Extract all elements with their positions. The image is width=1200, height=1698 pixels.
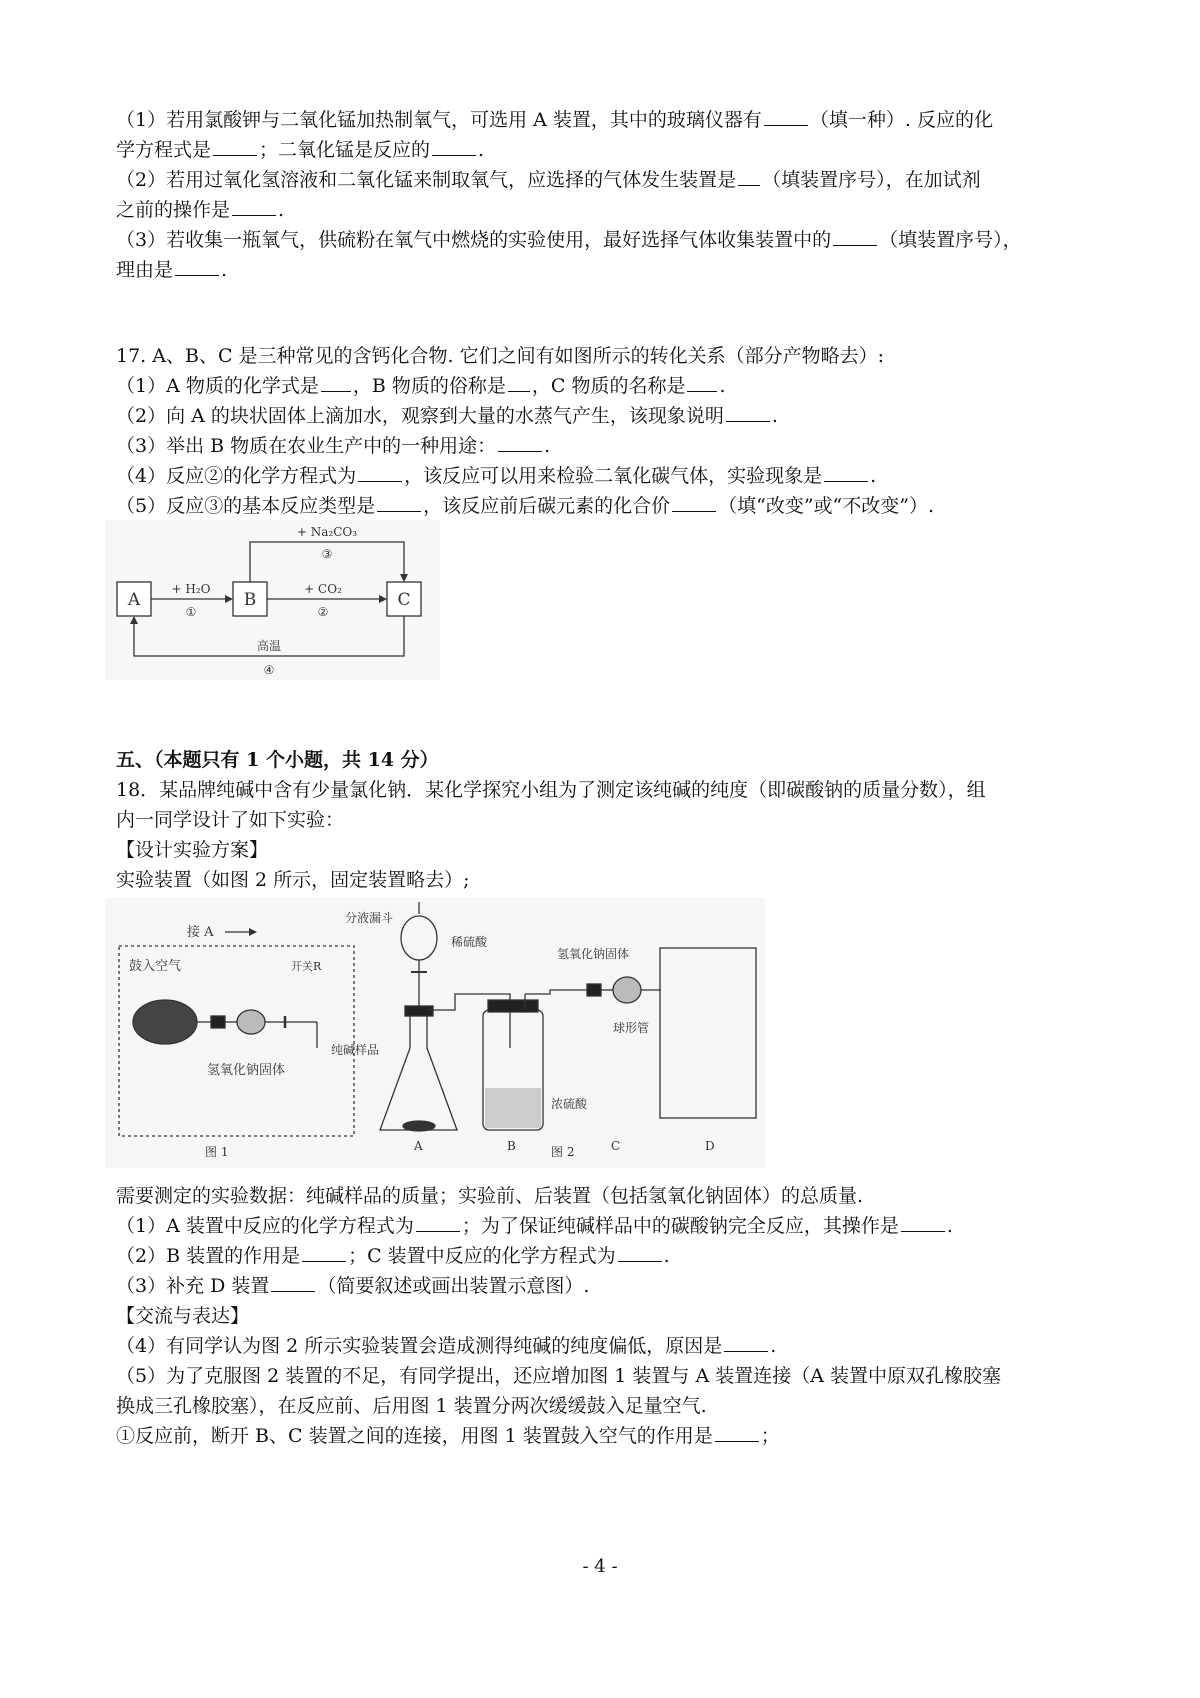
push-a-label: 接 A xyxy=(187,925,214,940)
q16-line-5: （3）若收集一瓶氧气，供硫粉在氧气中燃烧的实验使用，最好选择气体收集装置中的 （填装置序号）， xyxy=(116,229,1022,251)
reaction-1-number: ① xyxy=(185,605,197,619)
funnel-label: 分液漏斗 xyxy=(345,911,394,925)
q17-sub-3: （3）举出 B 物质在农业生产中的一种用途： . xyxy=(116,435,551,457)
answer-blank[interactable] xyxy=(175,257,219,276)
q18-part-2: （2）B 装置的作用是 ；C 装置中反应的化学方程式为 . xyxy=(116,1245,670,1267)
q16-line-2: 学方程式是 ；二氧化锰是反应的 . xyxy=(116,139,485,161)
air-bulb xyxy=(133,1000,197,1044)
answer-blank[interactable] xyxy=(377,493,421,512)
answer-blank[interactable] xyxy=(618,1243,662,1262)
data-line: 需要测定的实验数据：纯碱样品的质量；实验前、后装置（包括氢氧化钠固体）的总质量. xyxy=(116,1185,864,1207)
reaction-3-reagent: + Na₂CO₃ xyxy=(296,525,358,539)
section-heading: 五、（本题只有 1 个小题，共 14 分） xyxy=(116,749,439,771)
reaction-1-reagent: + H₂O xyxy=(171,582,211,596)
answer-blank[interactable] xyxy=(321,373,351,392)
q16-line-1: （1）若用氯酸钾与二氧化锰加热制氧气，可选用 A 装置，其中的玻璃仪器有 （填一种）. 反应的化 xyxy=(116,109,993,131)
switch-r-label: 开关R xyxy=(291,960,322,973)
q16-line-3: （2）若用过氧化氢溶液和二氧化锰来制取氧气，应选择的气体发生装置是 （填装置序号），在加试剂 xyxy=(116,169,981,191)
q17-sub-2: （2）向 A 的块状固体上滴加水，观察到大量的水蒸气产生，该现象说明 . xyxy=(116,405,778,427)
answer-blank[interactable] xyxy=(715,1423,759,1442)
reaction-3-number: ③ xyxy=(321,547,333,561)
answer-blank[interactable] xyxy=(726,403,770,422)
answer-blank[interactable] xyxy=(901,1213,945,1232)
q16-line-6: 理由是 . xyxy=(116,259,228,281)
q18-part-1: （1）A 装置中反应的化学方程式为 ；为了保证纯碱样品中的碳酸钠完全反应，其操作是 . xyxy=(116,1215,953,1237)
box-a-label: A xyxy=(127,590,141,610)
q18-part-5-line-1: （5）为了克服图 2 装置的不足，有同学提出，还应增加图 1 装置与 A 装置连接（A 装置中原双孔橡胶塞 xyxy=(116,1365,1001,1387)
answer-blank[interactable] xyxy=(833,227,877,246)
answer-blank[interactable] xyxy=(724,1333,768,1352)
apparatus-label-a: A xyxy=(414,1139,423,1153)
q17-sub-1: （1）A 物质的化学式是 ，B 物质的俗称是 ，C 物质的名称是 . xyxy=(116,375,726,397)
q17-sub-4: （4）反应②的化学方程式为 ，该反应可以用来检验二氧化碳气体，实验现象是 . xyxy=(116,465,877,487)
drying-tube-c xyxy=(613,977,641,1003)
answer-blank[interactable] xyxy=(271,1273,315,1292)
naoh-solid-label-2: 氢氧化钠固体 xyxy=(557,947,630,961)
reaction-4-condition: 高温 xyxy=(256,639,282,653)
u-tube-label: 球形管 xyxy=(613,1021,650,1035)
page-number: - 4 - xyxy=(582,1556,618,1577)
dilute-acid-label: 稀硫酸 xyxy=(451,935,488,949)
answer-blank[interactable] xyxy=(213,137,257,156)
answer-blank[interactable] xyxy=(432,137,476,156)
answer-blank[interactable] xyxy=(358,463,402,482)
q17-sub-5: （5）反应③的基本反应类型是 ，该反应前后碳元素的化合价 （填“改变”或“不改变”）. xyxy=(116,495,935,517)
exchange-heading: 【交流与表达】 xyxy=(116,1305,250,1327)
device-line: 实验装置（如图 2 所示，固定装置略去）; xyxy=(116,869,470,891)
box-c-label: C xyxy=(397,590,411,610)
answer-blank[interactable] xyxy=(738,167,760,186)
q16-line-4: 之前的操作是 . xyxy=(116,199,285,221)
design-heading: 【设计实验方案】 xyxy=(116,839,269,861)
figure-2-caption: 图 2 xyxy=(551,1145,575,1159)
answer-blank[interactable] xyxy=(498,433,542,452)
q18-stem-1: 18．某品牌纯碱中含有少量氯化钠．某化学探究小组为了测定该纯碱的纯度（即碳酸钠的质量分数），组 xyxy=(116,779,986,801)
answer-blank[interactable] xyxy=(764,107,808,126)
q18-part-3: （3）补充 D 装置 （简要叙述或画出装置示意图）. xyxy=(116,1275,590,1297)
q18-stem-2: 内一同学设计了如下实验： xyxy=(116,809,345,831)
q17-intro: 17. A、B、C 是三种常见的含钙化合物. 它们之间有如图所示的转化关系（部分产物略去）: xyxy=(116,345,884,367)
figure-1-caption: 图 1 xyxy=(205,1145,229,1159)
soda-sample-label: 纯碱样品 xyxy=(331,1043,380,1057)
q18-part-4: （4）有同学认为图 2 所示实验装置会造成测得纯碱的纯度偏低，原因是 . xyxy=(116,1335,777,1357)
naoh-solid-label-1: 氢氧化钠固体 xyxy=(207,1063,286,1078)
reaction-2-number: ② xyxy=(317,605,329,619)
answer-blank[interactable] xyxy=(672,493,716,512)
box-b-label: B xyxy=(243,590,257,610)
conversion-diagram xyxy=(105,520,440,680)
answer-blank[interactable] xyxy=(302,1243,346,1262)
apparatus-label-d: D xyxy=(705,1139,715,1153)
apparatus-label-c: C xyxy=(611,1139,621,1153)
answer-blank[interactable] xyxy=(416,1213,460,1232)
q18-part-6: ①反应前，断开 B、C 装置之间的连接，用图 1 装置鼓入空气的作用是 ； xyxy=(116,1425,780,1447)
apparatus-label-b: B xyxy=(507,1139,516,1153)
apparatus-figure xyxy=(105,898,765,1168)
answer-blank[interactable] xyxy=(508,373,530,392)
answer-blank[interactable] xyxy=(824,463,868,482)
answer-blank[interactable] xyxy=(232,197,276,216)
reaction-2-reagent: + CO₂ xyxy=(304,582,342,596)
conc-acid-label: 浓硫酸 xyxy=(551,1097,588,1111)
blow-air-label: 鼓入空气 xyxy=(129,959,182,974)
reaction-4-number: ④ xyxy=(263,663,275,677)
q18-part-5-line-2: 换成三孔橡胶塞），在反应前、后用图 1 装置分两次缓缓鼓入足量空气. xyxy=(116,1395,707,1417)
answer-blank[interactable] xyxy=(687,373,717,392)
